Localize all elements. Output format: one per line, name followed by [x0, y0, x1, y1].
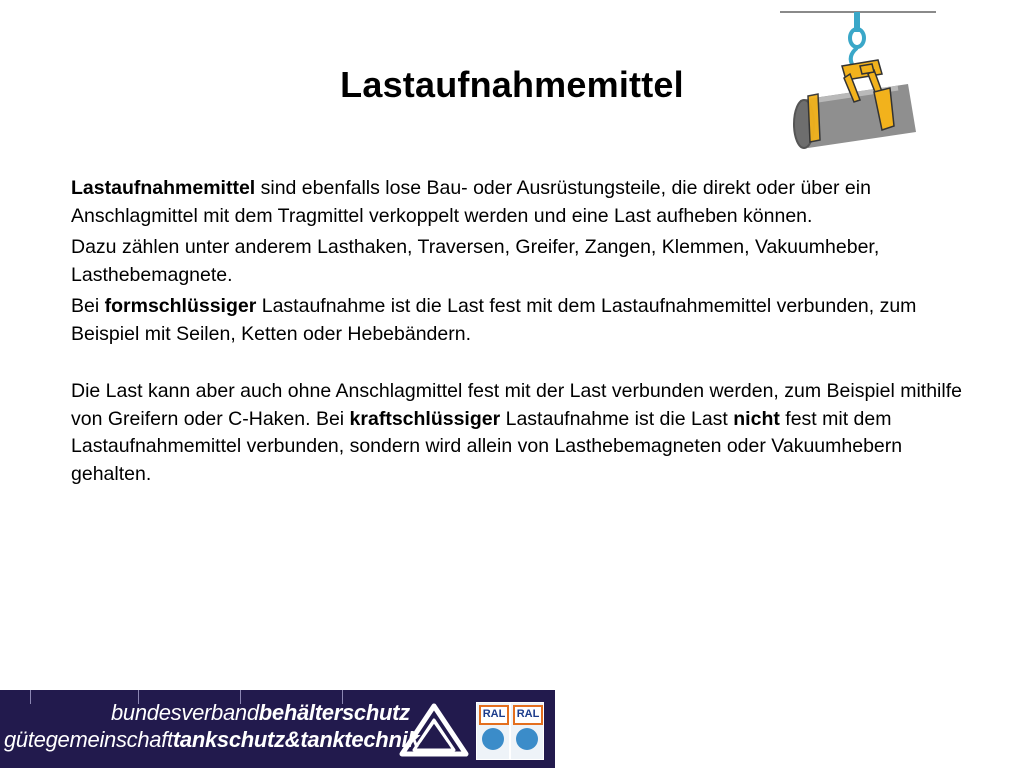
- slide-body: [71, 175, 971, 492]
- footer-text-light: bundesverband: [111, 700, 259, 725]
- bold-term: formschlüssiger: [104, 295, 257, 317]
- footer-text-bold: tankschutz&tanktechnik: [172, 727, 420, 752]
- text-run: Dazu zählen unter anderem Lasthaken, Traversen, Greifer, Zangen, Klemmen, Vakuumheber, Lasthebemagnete.: [71, 236, 880, 286]
- paragraph-1: [71, 175, 971, 230]
- text-run: Die Last kann aber auch ohne Anschlagmittel fest mit der Last verbunden werden, zum Beispiel mithilfe von Greifern oder C-Haken. Bei: [71, 380, 962, 430]
- text-run: Bei: [71, 295, 105, 317]
- pipe-clamp-lifting-icon: [778, 8, 940, 150]
- bold-term: Lastaufnahmemittel: [71, 177, 256, 199]
- text-run: sind ebenfalls lose Bau- oder Ausrüstungsteile, die direkt oder über ein Anschlagmittel mit dem Tragmittel verkoppelt werden und eine Last aufheben können.: [71, 177, 871, 227]
- ral-quality-badge-icon: [510, 702, 544, 760]
- ral-label: RAL: [513, 705, 543, 725]
- slide-title: Lastaufnahmemittel: [340, 64, 684, 105]
- text-run: fest mit dem Lastaufnahmemittel verbunden, sondern wird allein von Lasthebemagneten oder Vakuumhebern gehalten.: [71, 407, 903, 485]
- footer-banner: [0, 690, 555, 768]
- paragraph-2: [71, 234, 971, 289]
- paragraph-3: [71, 293, 971, 348]
- ral-seal: [516, 728, 538, 750]
- ral-label: RAL: [479, 705, 509, 725]
- ral-seal: [482, 728, 504, 750]
- bold-term: kraftschlüssiger: [349, 407, 501, 430]
- footer-text-light: gütegemeinschaft: [4, 727, 173, 752]
- footer-text-bold: behälterschutz: [258, 700, 410, 725]
- divider: [30, 690, 31, 704]
- text-run: Lastaufnahme ist die Last fest mit dem Lastaufnahmemittel verbunden, zum Beispiel mit Seilen, Ketten oder Hebebändern.: [71, 295, 917, 345]
- ral-quality-badge-icon: [476, 702, 510, 760]
- bold-term: nicht: [733, 407, 780, 430]
- paragraph-4: [71, 378, 971, 488]
- triangle-logo-icon: [398, 702, 470, 758]
- text-run: Lastaufnahme ist die Last: [500, 407, 734, 430]
- footer-association-name: [111, 700, 410, 726]
- footer-community-name: [4, 727, 419, 753]
